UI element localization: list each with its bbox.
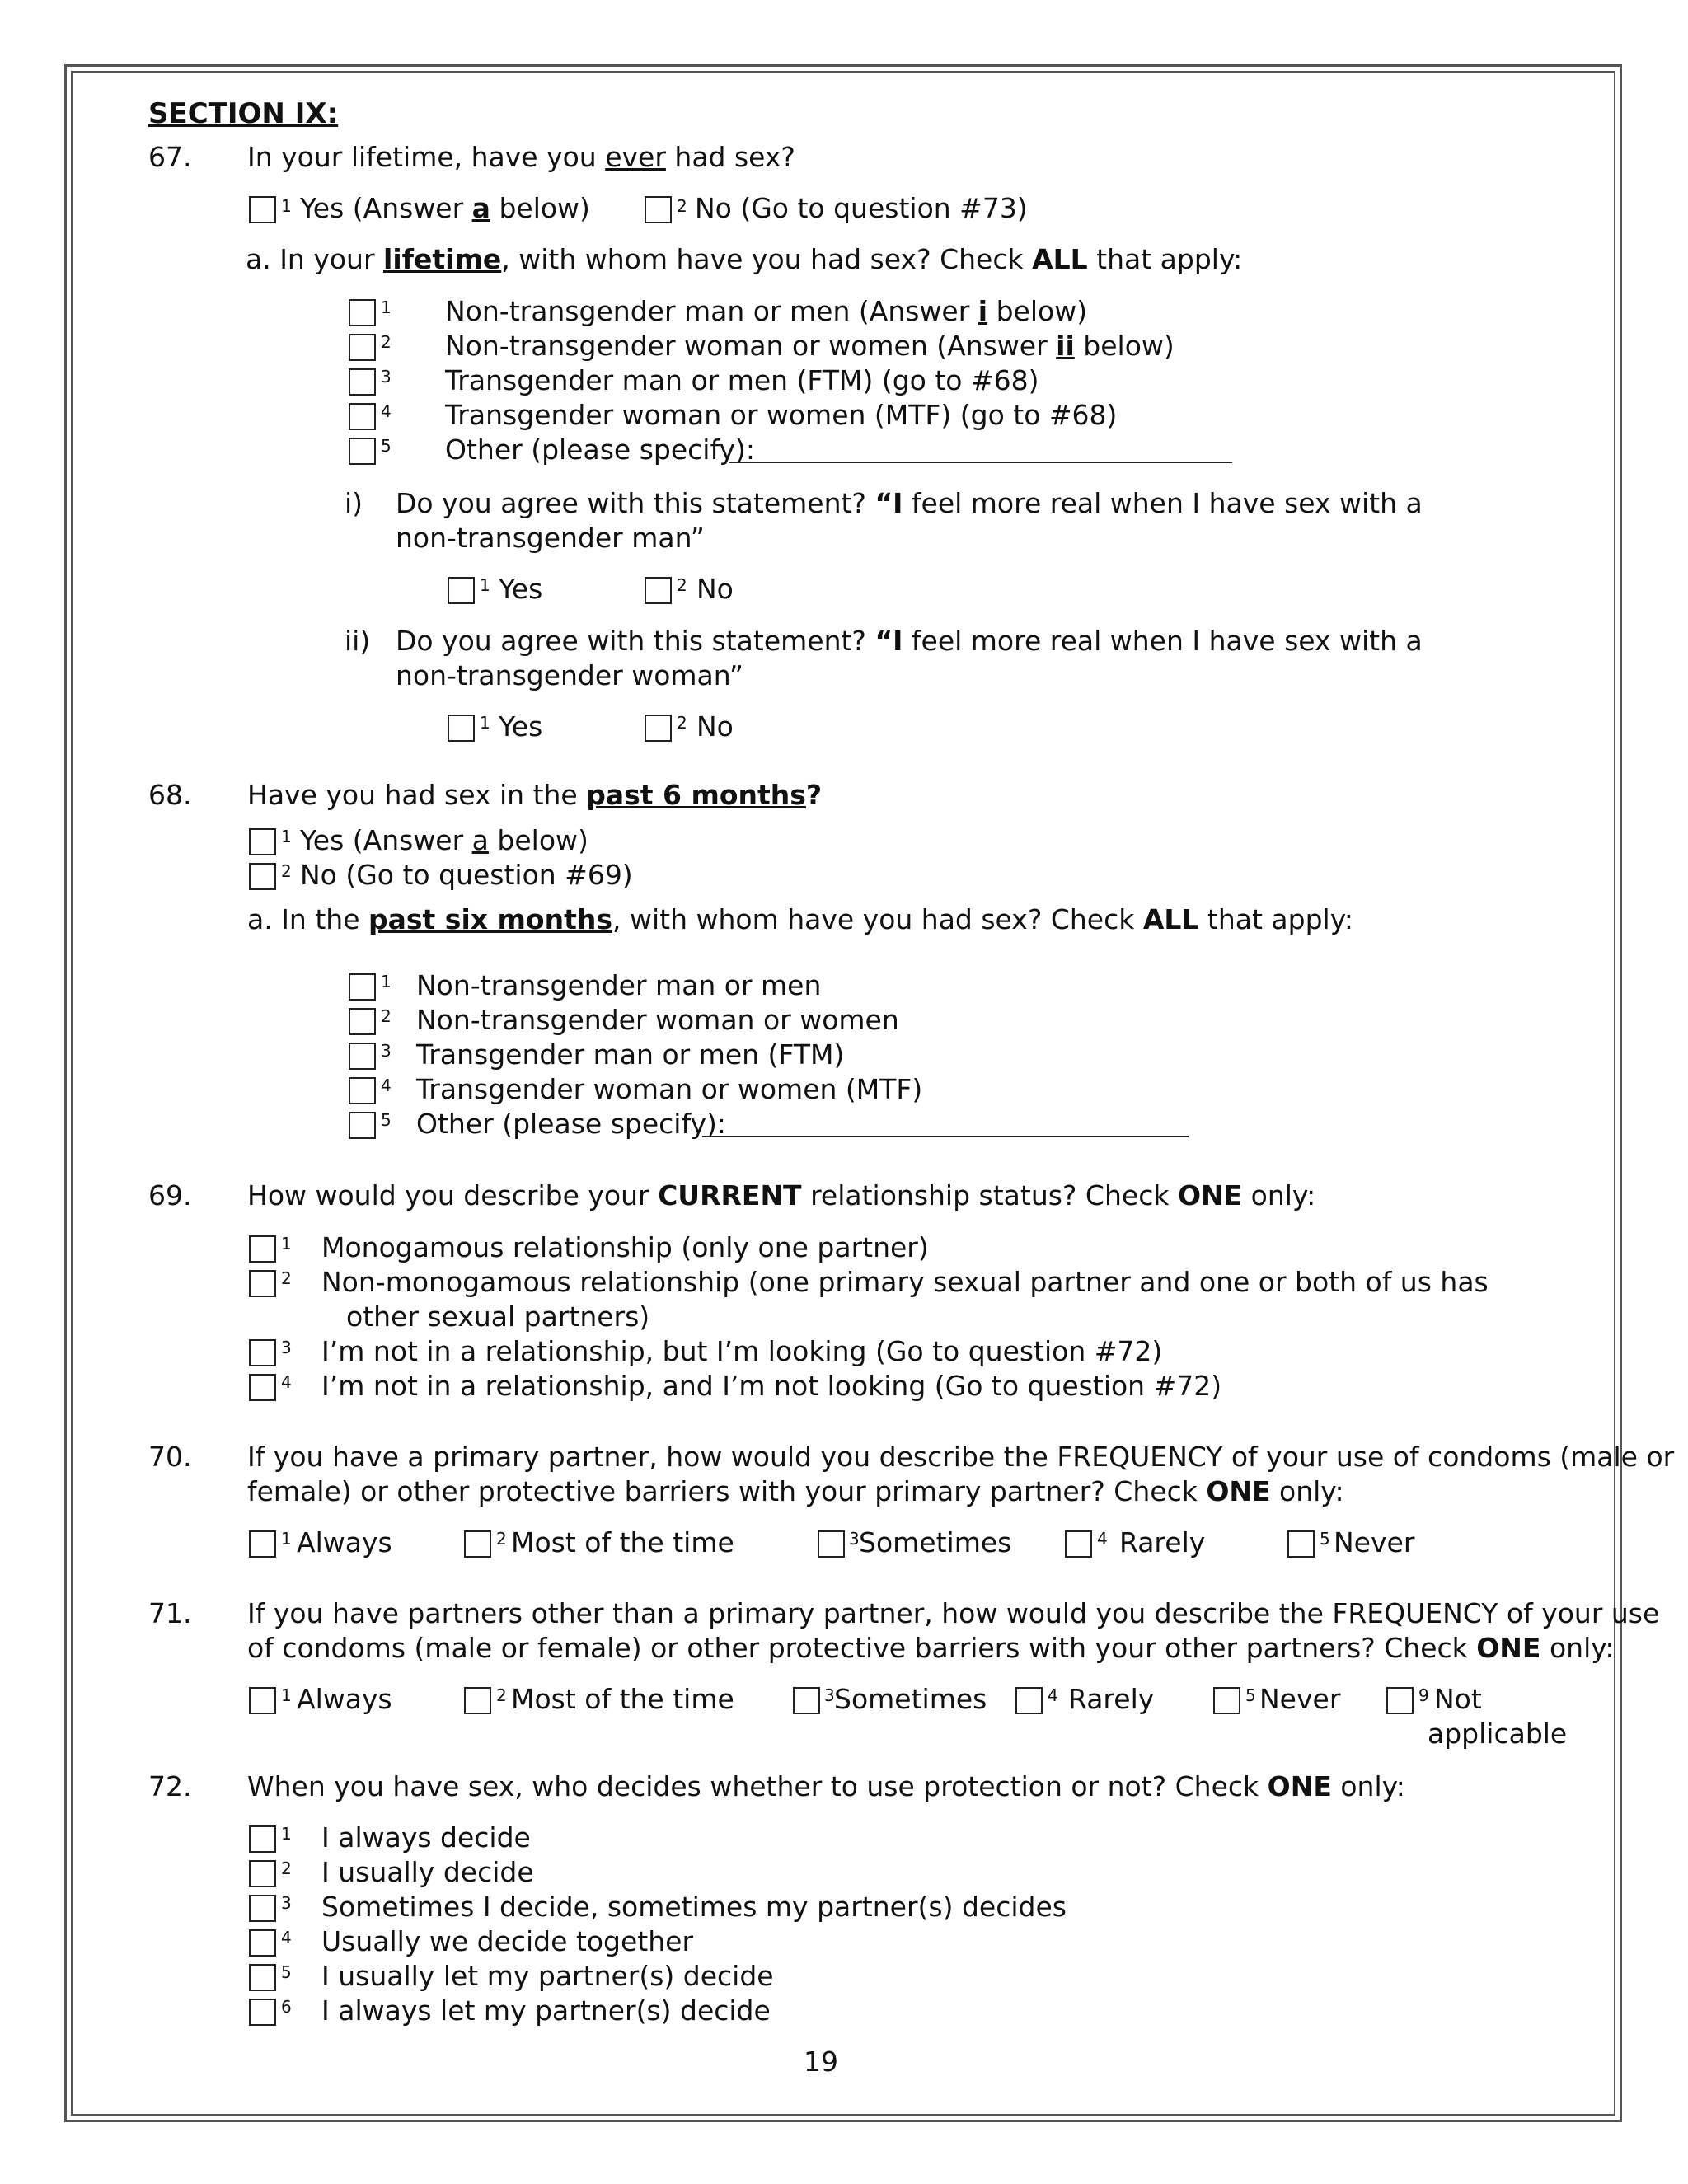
q68-no-label: No (Go to question #69) <box>300 859 633 891</box>
q71-never-label: Never <box>1259 1683 1341 1715</box>
q71-sometimes-label: Sometimes <box>834 1683 987 1715</box>
q68-yes-label: Yes (Answer a below) <box>300 824 588 856</box>
q70-never-checkbox[interactable] <box>1287 1530 1315 1558</box>
q67-no-label: No (Go to question #73) <box>695 192 1028 224</box>
q72-opt6-checkbox[interactable] <box>249 1999 276 2026</box>
q69-opt2-label-line2: other sexual partners) <box>346 1301 650 1333</box>
q71-question: If you have partners other than a primary partner, how would you describe the FREQUENCY of your use <box>247 1597 1660 1629</box>
q67-ii-question: Do you agree with this statement? “I feel more real when I have sex with a <box>396 625 1423 657</box>
q70-sometimes-label: Sometimes <box>859 1526 1012 1558</box>
q67-i-question: Do you agree with this statement? “I feel more real when I have sex with a <box>396 487 1423 519</box>
q71-not-applicable-label-line2: applicable <box>1428 1718 1568 1750</box>
q67-i-yes-label: Yes <box>499 573 543 605</box>
q67-i-no-checkbox[interactable] <box>645 577 672 604</box>
section-title: SECTION IX: <box>148 97 339 130</box>
page-number: 19 <box>804 2046 838 2078</box>
q67-ii-question-line2: non-transgender woman” <box>396 659 743 691</box>
q70-never-label: Never <box>1334 1526 1415 1558</box>
q67-i-yes-checkbox[interactable] <box>448 577 475 604</box>
q71-rarely-label: Rarely <box>1068 1683 1155 1715</box>
q69-number: 69. <box>148 1179 192 1212</box>
q67a-opt5-checkbox[interactable] <box>349 438 376 465</box>
q67a-opt2-label: Non-transgender woman or women (Answer ii below) <box>445 330 1175 362</box>
q72-opt6-label: I always let my partner(s) decide <box>321 1994 771 2027</box>
q72-opt2-label: I usually decide <box>321 1856 534 1888</box>
q68a-opt1-label: Non-transgender man or men <box>416 969 822 1001</box>
q69-question: How would you describe your CURRENT relationship status? Check ONE only: <box>247 1179 1316 1212</box>
q67-ii-no-checkbox[interactable] <box>645 715 672 742</box>
q72-opt4-label: Usually we decide together <box>321 1925 694 1957</box>
q67a-question: a. In your lifetime, with whom have you had sex? Check ALL that apply: <box>246 243 1243 275</box>
q72-opt3-label: Sometimes I decide, sometimes my partner(s) decides <box>321 1891 1067 1923</box>
q70-always-label: Always <box>297 1526 392 1558</box>
q67-ii-yes-checkbox[interactable] <box>448 715 475 742</box>
q68a-question: a. In the past six months, with whom have you had sex? Check ALL that apply: <box>247 903 1353 935</box>
q67a-opt4-checkbox[interactable] <box>349 403 376 430</box>
q67a-opt4-label: Transgender woman or women (MTF) (go to #68) <box>445 399 1118 431</box>
q68a-other-input[interactable] <box>702 1136 1189 1137</box>
q72-opt3-checkbox[interactable] <box>249 1895 276 1922</box>
q71-question-line2: of condoms (male or female) or other protective barriers with your other partners? Check ONE only: <box>247 1632 1615 1664</box>
q70-question: If you have a primary partner, how would you describe the FREQUENCY of your use of condoms (male or <box>247 1441 1675 1473</box>
q67-no-checkbox[interactable] <box>645 196 672 223</box>
q67-question: In your lifetime, have you ever had sex? <box>247 141 795 173</box>
q69-opt2-checkbox[interactable] <box>249 1270 276 1297</box>
q68-question: Have you had sex in the past 6 months? <box>247 779 823 811</box>
q68a-opt2-label: Non-transgender woman or women <box>416 1004 899 1036</box>
q68a-opt5-label: Other (please specify): <box>416 1108 727 1140</box>
q71-never-checkbox[interactable] <box>1213 1687 1240 1714</box>
q70-sometimes-checkbox[interactable] <box>818 1530 845 1558</box>
q68a-opt1-checkbox[interactable] <box>349 973 376 1001</box>
q69-opt1-checkbox[interactable] <box>249 1235 276 1263</box>
q68a-opt5-checkbox[interactable] <box>349 1112 376 1139</box>
q70-question-line2: female) or other protective barriers with your primary partner? Check ONE only: <box>247 1475 1344 1507</box>
q69-opt3-checkbox[interactable] <box>249 1339 276 1366</box>
q67-i-no-label: No <box>696 573 734 605</box>
q71-not-applicable-checkbox[interactable] <box>1386 1687 1414 1714</box>
q70-always-checkbox[interactable] <box>249 1530 276 1558</box>
q67a-opt1-checkbox[interactable] <box>349 299 376 326</box>
q70-rarely-label: Rarely <box>1119 1526 1206 1558</box>
q72-number: 72. <box>148 1770 192 1802</box>
q70-rarely-checkbox[interactable] <box>1065 1530 1092 1558</box>
q69-opt1-label: Monogamous relationship (only one partner) <box>321 1231 929 1263</box>
q67-yes-label: Yes (Answer a below) <box>300 192 590 224</box>
q72-question: When you have sex, who decides whether to use protection or not? Check ONE only: <box>247 1770 1405 1802</box>
q71-always-checkbox[interactable] <box>249 1687 276 1714</box>
q67-ii-yes-label: Yes <box>499 710 543 743</box>
q68-yes-checkbox[interactable] <box>249 828 276 855</box>
q68a-opt3-label: Transgender man or men (FTM) <box>416 1038 845 1071</box>
q68a-opt2-checkbox[interactable] <box>349 1008 376 1035</box>
q68-number: 68. <box>148 779 192 811</box>
q69-opt4-label: I’m not in a relationship, and I’m not looking (Go to question #72) <box>321 1370 1222 1402</box>
q67-ii-label: ii) <box>345 625 371 657</box>
q71-sometimes-checkbox[interactable] <box>793 1687 820 1714</box>
q67a-opt1-label: Non-transgender man or men (Answer i below) <box>445 295 1088 327</box>
q70-number: 70. <box>148 1441 192 1473</box>
q69-opt2-label: Non-monogamous relationship (one primary sexual partner and one or both of us has <box>321 1266 1489 1298</box>
q71-always-label: Always <box>297 1683 392 1715</box>
q70-most-checkbox[interactable] <box>464 1530 491 1558</box>
q72-opt1-label: I always decide <box>321 1821 531 1854</box>
q67a-opt5-label: Other (please specify): <box>445 434 756 466</box>
q67-ii-no-label: No <box>696 710 734 743</box>
q71-most-checkbox[interactable] <box>464 1687 491 1714</box>
q68a-opt3-checkbox[interactable] <box>349 1043 376 1070</box>
q67-i-question-line2: non-transgender man” <box>396 522 705 554</box>
q71-number: 71. <box>148 1597 192 1629</box>
q72-opt2-checkbox[interactable] <box>249 1860 276 1887</box>
q69-opt3-label: I’m not in a relationship, but I’m looking (Go to question #72) <box>321 1335 1163 1367</box>
q67a-opt3-checkbox[interactable] <box>349 368 376 396</box>
q68a-opt4-checkbox[interactable] <box>349 1077 376 1104</box>
q70-most-label: Most of the time <box>511 1526 734 1558</box>
q67-i-label: i) <box>345 487 363 519</box>
q72-opt5-label: I usually let my partner(s) decide <box>321 1960 774 1992</box>
q72-opt4-checkbox[interactable] <box>249 1929 276 1957</box>
q72-opt5-checkbox[interactable] <box>249 1964 276 1991</box>
q67a-other-input[interactable] <box>729 462 1232 463</box>
q71-most-label: Most of the time <box>511 1683 734 1715</box>
q67-number: 67. <box>148 141 192 173</box>
q71-rarely-checkbox[interactable] <box>1015 1687 1043 1714</box>
q72-opt1-checkbox[interactable] <box>249 1825 276 1853</box>
q67-yes-checkbox[interactable] <box>249 196 276 223</box>
q68-no-checkbox[interactable] <box>249 863 276 890</box>
q67a-opt3-label: Transgender man or men (FTM) (go to #68) <box>445 364 1039 396</box>
q68a-opt4-label: Transgender woman or women (MTF) <box>416 1073 923 1105</box>
q69-opt4-checkbox[interactable] <box>249 1374 276 1401</box>
q67a-opt2-checkbox[interactable] <box>349 334 376 361</box>
q71-not-applicable-label: Not <box>1434 1683 1482 1715</box>
